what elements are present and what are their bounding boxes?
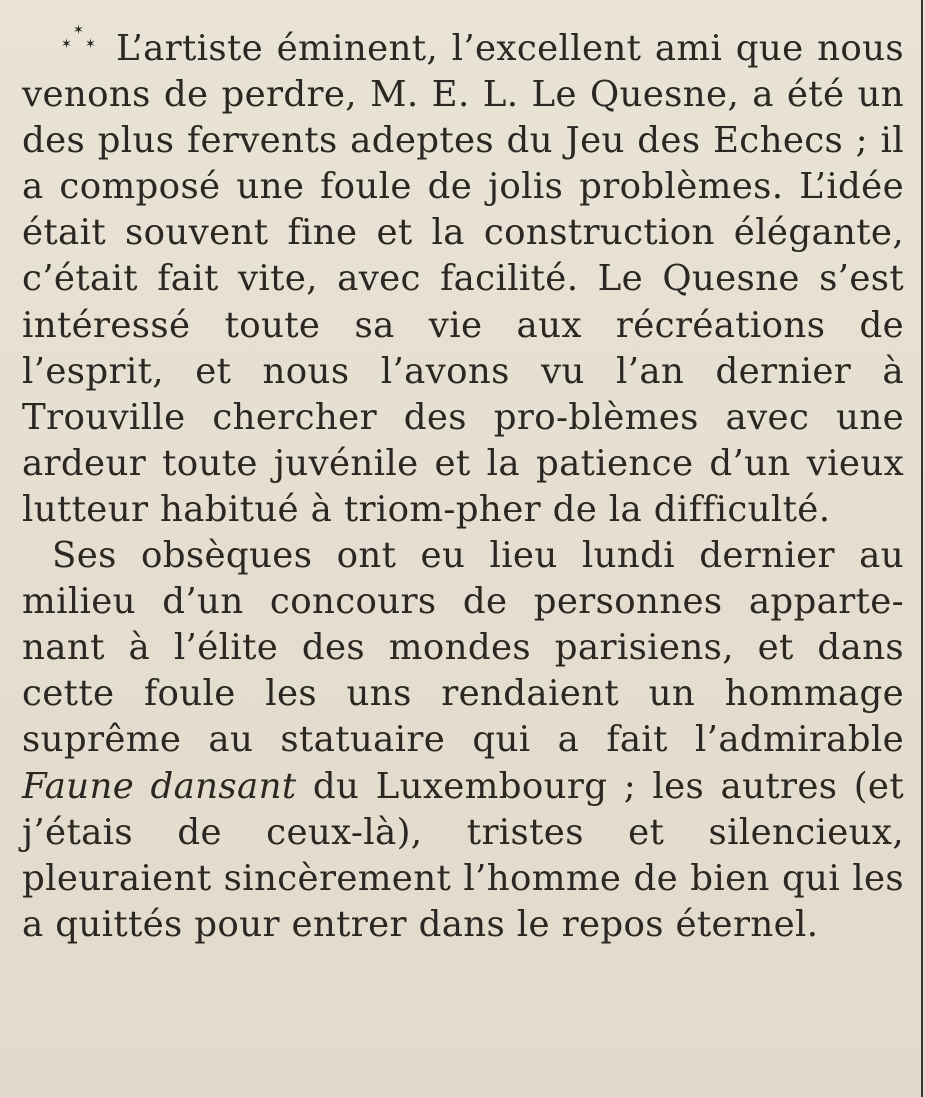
article-column [22,23,904,948]
artwork-title: Faune dansant [22,765,297,807]
paragraph-1 [22,23,904,533]
column-rule [921,0,923,1097]
asterism-icon: ✶ ✶ ✶ [61,23,97,52]
paragraph-2-text-start: Ses obsèques ont eu lieu lundi dernier au milieu d’un concours de personnes apparte-nant à l’élite des mondes parisiens, et dans cette foule les uns rendaient un hommage suprême au statuaire qui a fait l’admirable [22,535,904,761]
paragraph-2-text-end: du Luxembourg ; les autres (et j’étais de ceux-là), tristes et silencieux, pleuraient sincèrement l’homme de bien qui les a quittés pour entrer dans le repos éternel. [22,765,904,945]
paragraph-2 [22,533,904,948]
paragraph-1-text: L’artiste éminent, l’excellent ami que nous venons de perdre, M. E. L. Le Quesne, a été un des plus fervents adeptes du Jeu des Echecs ; il a composé une foule de jolis problèmes. L’idée était souvent fine et la construction élégante, c’était fait vite, avec facilité. Le Quesne s’est intéressé toute sa vie aux récréations de l’esprit, et nous l’avons vu l’an dernier à Trouville chercher des pro-blèmes avec une ardeur toute juvénile et la patience d’un vieux lutteur habitué à triom-pher de la difficulté. [22,28,904,530]
